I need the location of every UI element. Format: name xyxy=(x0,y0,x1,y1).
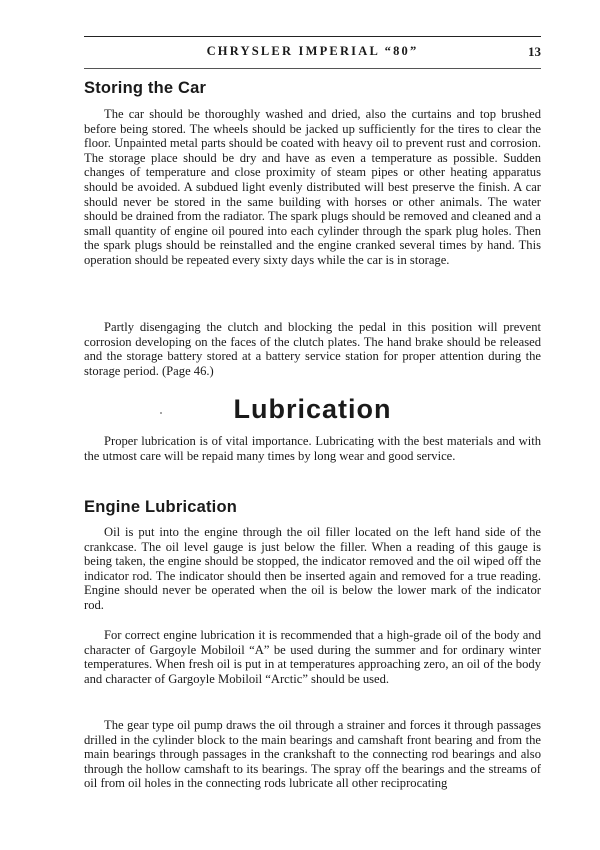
paragraph-engine-3: The gear type oil pump draws the oil through a strainer and forces it through passages drilled in the cylinder block to the main bearings and camshaft front bearing and from the main bearings through passages in the crankshaft to the connecting rod bearings and also through the hollow camshaft to its bearings. The spray off the bearings and the streams of oil from oil holes in the connecting rods lubricate all other reciprocating xyxy=(84,718,541,791)
section-heading-storing-the-car: Storing the Car xyxy=(84,79,207,97)
paragraph-lubrication-intro: Proper lubrication is of vital importance. Lubricating with the best materials and with the utmost care will be repaid many times by long wear and good service. xyxy=(84,434,541,463)
running-head: CHRYSLER IMPERIAL “80” xyxy=(206,44,419,58)
print-speck xyxy=(160,412,162,414)
paragraph-engine-1: Oil is put into the engine through the oil filler located on the left hand side of the crankcase. The oil level gauge is just below the filler. When a reading of this gauge is being taken, the engine should be stopped, the indicator removed and the oil wiped off the indicator rod. The indicator should then be inserted again and removed for a true reading. Engine should never be operated when the oil is below the lower mark of the indicator rod. xyxy=(84,525,541,612)
paragraph-storing-1: The car should be thoroughly washed and dried, also the curtains and top brushed before being stored. The wheels should be jacked up sufficiently for the tires to clear the floor. Unpainted metal parts should be coated with heavy oil to prevent rust and corrosion. The storage place should be dry and have as even a temperature as possible. Sudden changes of temperature and close proximity of steam pipes or other heating apparatus should be avoided. A subdued light evenly distributed will best preserve the finish. A car should never be stored in the same building with horses or other animals. The water should be drained from the radiator. The spark plugs should be removed and cleaned and a small quantity of engine oil poured into each cylinder through the spark plug holes. Then the spark plugs should be reinstalled and the engine cranked several times by hand. This operation should be repeated every sixty days while the car is in storage. xyxy=(84,107,541,267)
page-header xyxy=(84,44,541,64)
chapter-title-lubrication: Lubrication xyxy=(233,394,392,424)
header-top-rule xyxy=(84,36,541,37)
paragraph-engine-2: For correct engine lubrication it is recommended that a high-grade oil of the body and character of Gargoyle Mobiloil “A” be used during the summer and for ordinary winter temperatures. When fresh oil is put in at temperatures approaching zero, an oil of the body and character of Gargoyle Mobiloil “Arctic” should be used. xyxy=(84,628,541,686)
paragraph-storing-2: Partly disengaging the clutch and blocking the pedal in this position will prevent corrosion developing on the faces of the clutch plates. The hand brake should be released and the storage battery stored at a battery service station for proper attention during the storage period. (Page 46.) xyxy=(84,320,541,378)
header-bottom-rule xyxy=(84,68,541,69)
section-heading-engine-lubrication: Engine Lubrication xyxy=(84,498,238,516)
page-number: 13 xyxy=(528,44,541,59)
